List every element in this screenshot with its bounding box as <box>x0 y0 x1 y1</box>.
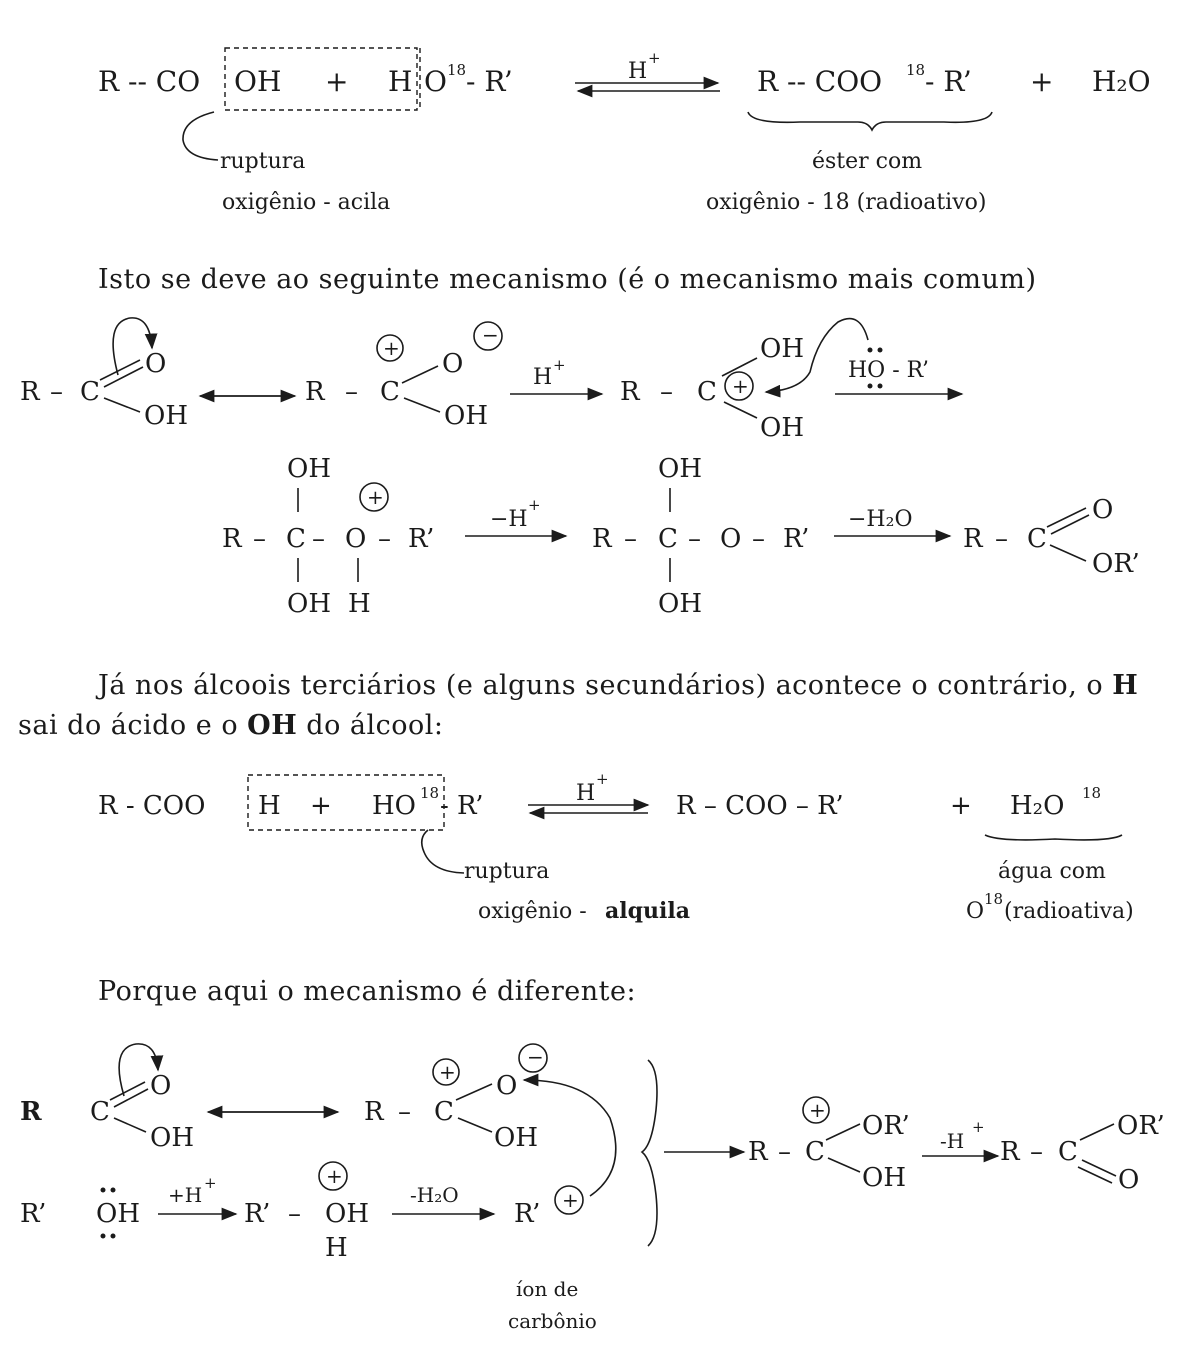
svg-text:O: O <box>442 349 464 379</box>
svg-text:R’: R’ <box>783 524 810 554</box>
svg-text:OH: OH <box>658 454 702 484</box>
svg-text:- R’: - R’ <box>440 791 484 821</box>
svg-text:−: − <box>527 1045 544 1069</box>
svg-text:–: – <box>398 1097 411 1127</box>
svg-text:(radioativa): (radioativa) <box>1004 899 1134 924</box>
svg-text:ruptura: ruptura <box>464 859 550 884</box>
svg-text:–: – <box>995 524 1008 554</box>
svg-text:OH: OH <box>658 589 702 619</box>
eq1-o: O <box>424 65 447 98</box>
svg-text:OH: OH <box>494 1123 538 1153</box>
svg-text:+: + <box>732 374 749 398</box>
svg-text:R’: R’ <box>20 1199 47 1229</box>
svg-text:C: C <box>90 1097 110 1127</box>
svg-text:–: – <box>312 524 325 554</box>
eq1-acid: R -- CO <box>98 65 201 98</box>
svg-text:R: R <box>748 1137 768 1167</box>
svg-text:R’: R’ <box>244 1199 271 1229</box>
svg-text:18: 18 <box>984 890 1004 908</box>
svg-text:O: O <box>720 524 742 554</box>
svg-text:OR’: OR’ <box>1092 549 1140 579</box>
svg-text:C: C <box>805 1137 825 1167</box>
svg-text:–: – <box>1030 1137 1043 1167</box>
svg-text:C: C <box>434 1097 454 1127</box>
svg-text:+: + <box>972 1118 985 1136</box>
svg-text:–: – <box>253 524 266 554</box>
svg-text:O: O <box>345 524 367 554</box>
eq1-rprime: - R’ <box>466 65 513 98</box>
svg-text:C: C <box>658 524 678 554</box>
paragraph-different-mechanism: Porque aqui o mecanismo é diferente: <box>98 976 637 1007</box>
eq1-sup18: 18 <box>447 61 467 79</box>
mech1-nucleophile: HO - R’ <box>848 358 929 383</box>
svg-text:OR’: OR’ <box>862 1111 910 1141</box>
svg-text:OH: OH <box>287 589 331 619</box>
svg-text:R: R <box>222 524 242 554</box>
svg-text:–: – <box>288 1199 301 1229</box>
svg-text:C: C <box>380 377 400 407</box>
svg-text:+: + <box>1030 65 1054 98</box>
svg-text:C: C <box>286 524 306 554</box>
eq1-label-o18: oxigênio - 18 (radioativo) <box>706 190 987 215</box>
svg-text:+H: +H <box>168 1183 203 1207</box>
svg-text:O: O <box>1118 1165 1140 1195</box>
svg-text:OH: OH <box>144 401 188 431</box>
svg-text:+: + <box>528 496 541 514</box>
eq2-product: R – COO – R’ <box>676 791 844 821</box>
svg-text:O: O <box>150 1071 172 1101</box>
svg-text:C: C <box>1027 524 1047 554</box>
eq1-label-ester: éster com <box>812 149 923 174</box>
svg-text:R: R <box>20 377 40 407</box>
svg-text:OR’: OR’ <box>1117 1111 1165 1141</box>
svg-text:HO: HO <box>372 791 416 821</box>
svg-text:–: – <box>378 524 391 554</box>
svg-text:H: H <box>348 589 371 619</box>
mechanism-acyl-row2 <box>222 454 1140 619</box>
svg-text:R: R <box>620 377 640 407</box>
svg-text:–: – <box>660 377 673 407</box>
svg-text:+: + <box>310 791 332 821</box>
eq1-water: H₂O <box>1092 65 1151 98</box>
svg-text:H: H <box>576 781 596 806</box>
svg-text:+: + <box>204 1174 217 1192</box>
svg-text:OH: OH <box>862 1163 906 1193</box>
eq2-water: H₂O <box>1010 791 1065 821</box>
svg-text:- R’: - R’ <box>925 65 972 98</box>
svg-text:OH: OH <box>325 1199 369 1229</box>
svg-text:–: – <box>688 524 701 554</box>
svg-text:–: – <box>50 377 63 407</box>
svg-text:−H: −H <box>490 507 528 532</box>
svg-text:R: R <box>364 1097 384 1127</box>
svg-text:+: + <box>326 1164 343 1188</box>
mech2-brace <box>642 1060 657 1246</box>
svg-text:R: R <box>963 524 983 554</box>
svg-text:–: – <box>778 1137 791 1167</box>
svg-text:C: C <box>1058 1137 1078 1167</box>
svg-text:R: R <box>1000 1137 1020 1167</box>
svg-text:–: – <box>624 524 637 554</box>
eq1-catalyst: H <box>628 59 648 84</box>
svg-text:O: O <box>1092 495 1114 525</box>
mechanism-acyl-row1 <box>20 318 962 443</box>
eq1-h: H <box>388 65 413 98</box>
svg-text:−H₂O: −H₂O <box>848 507 913 532</box>
equation-esterification-acyl <box>98 48 1151 215</box>
svg-text:+: + <box>562 1188 579 1212</box>
eq1-oh: OH <box>234 65 282 98</box>
svg-text:OH: OH <box>760 334 804 364</box>
mech2-caption-ion: íon de <box>516 1277 579 1301</box>
svg-text:H: H <box>258 791 281 821</box>
paragraph-mechanism-intro: Isto se deve ao seguinte mecanismo (é o mecanismo mais comum) <box>98 264 1037 295</box>
svg-text:R: R <box>20 1097 42 1127</box>
svg-text:-H₂O: -H₂O <box>410 1183 459 1207</box>
svg-text:oxigênio -: oxigênio - <box>478 899 587 924</box>
svg-text:+: + <box>439 1060 456 1084</box>
svg-text:C: C <box>697 377 717 407</box>
svg-text:O: O <box>966 899 985 924</box>
svg-text:R: R <box>592 524 612 554</box>
svg-text:–: – <box>345 377 358 407</box>
equation-esterification-alkyl <box>98 770 1134 924</box>
svg-text:+: + <box>809 1098 826 1122</box>
svg-text:+: + <box>367 485 384 509</box>
svg-text:R’: R’ <box>408 524 435 554</box>
mechanism-alkyl <box>20 1044 1165 1333</box>
eq1-label-ruptura: ruptura <box>220 149 306 174</box>
svg-text:+: + <box>596 770 609 788</box>
svg-text:R’: R’ <box>514 1199 541 1229</box>
svg-text:18: 18 <box>1082 784 1102 802</box>
svg-text:R - COO: R - COO <box>98 791 206 821</box>
eq1-product: R -- COO <box>757 65 883 98</box>
svg-text:-H: -H <box>940 1129 965 1153</box>
svg-text:OH: OH <box>444 401 488 431</box>
eq1-plus: + <box>325 65 349 98</box>
svg-text:–: – <box>752 524 765 554</box>
eq1-rupture-pointer <box>183 112 218 160</box>
svg-text:18: 18 <box>906 61 926 79</box>
svg-text:O: O <box>496 1071 518 1101</box>
svg-text:+: + <box>553 356 566 374</box>
svg-text:+: + <box>950 791 972 821</box>
svg-text:H: H <box>325 1233 348 1263</box>
mech2-caption-carbonium: carbônio <box>508 1309 597 1333</box>
svg-text:água com: água com <box>998 859 1106 884</box>
svg-text:OH: OH <box>96 1199 140 1229</box>
svg-text:alquila: alquila <box>605 898 690 924</box>
svg-text:+: + <box>648 49 661 67</box>
svg-text:OH: OH <box>760 413 804 443</box>
svg-text:O: O <box>145 349 167 379</box>
svg-text:OH: OH <box>287 454 331 484</box>
svg-text:R: R <box>305 377 325 407</box>
eq2-rupture-pointer <box>422 830 464 873</box>
paragraph-tertiary-alcohols: Já nos álcoois terciários (e alguns secundários) acontece o contrário, o H sai do ácido e o OH do álcool: <box>18 670 1139 741</box>
svg-text:OH: OH <box>150 1123 194 1153</box>
svg-text:18: 18 <box>420 784 440 802</box>
eq1-ester-brace <box>748 112 992 130</box>
svg-text:−: − <box>482 323 499 347</box>
svg-text:+: + <box>383 336 400 360</box>
eq1-label-acyl: oxigênio - acila <box>222 190 391 215</box>
svg-text:C: C <box>80 377 100 407</box>
svg-text:H: H <box>533 365 553 390</box>
eq2-water-brace <box>985 835 1122 840</box>
